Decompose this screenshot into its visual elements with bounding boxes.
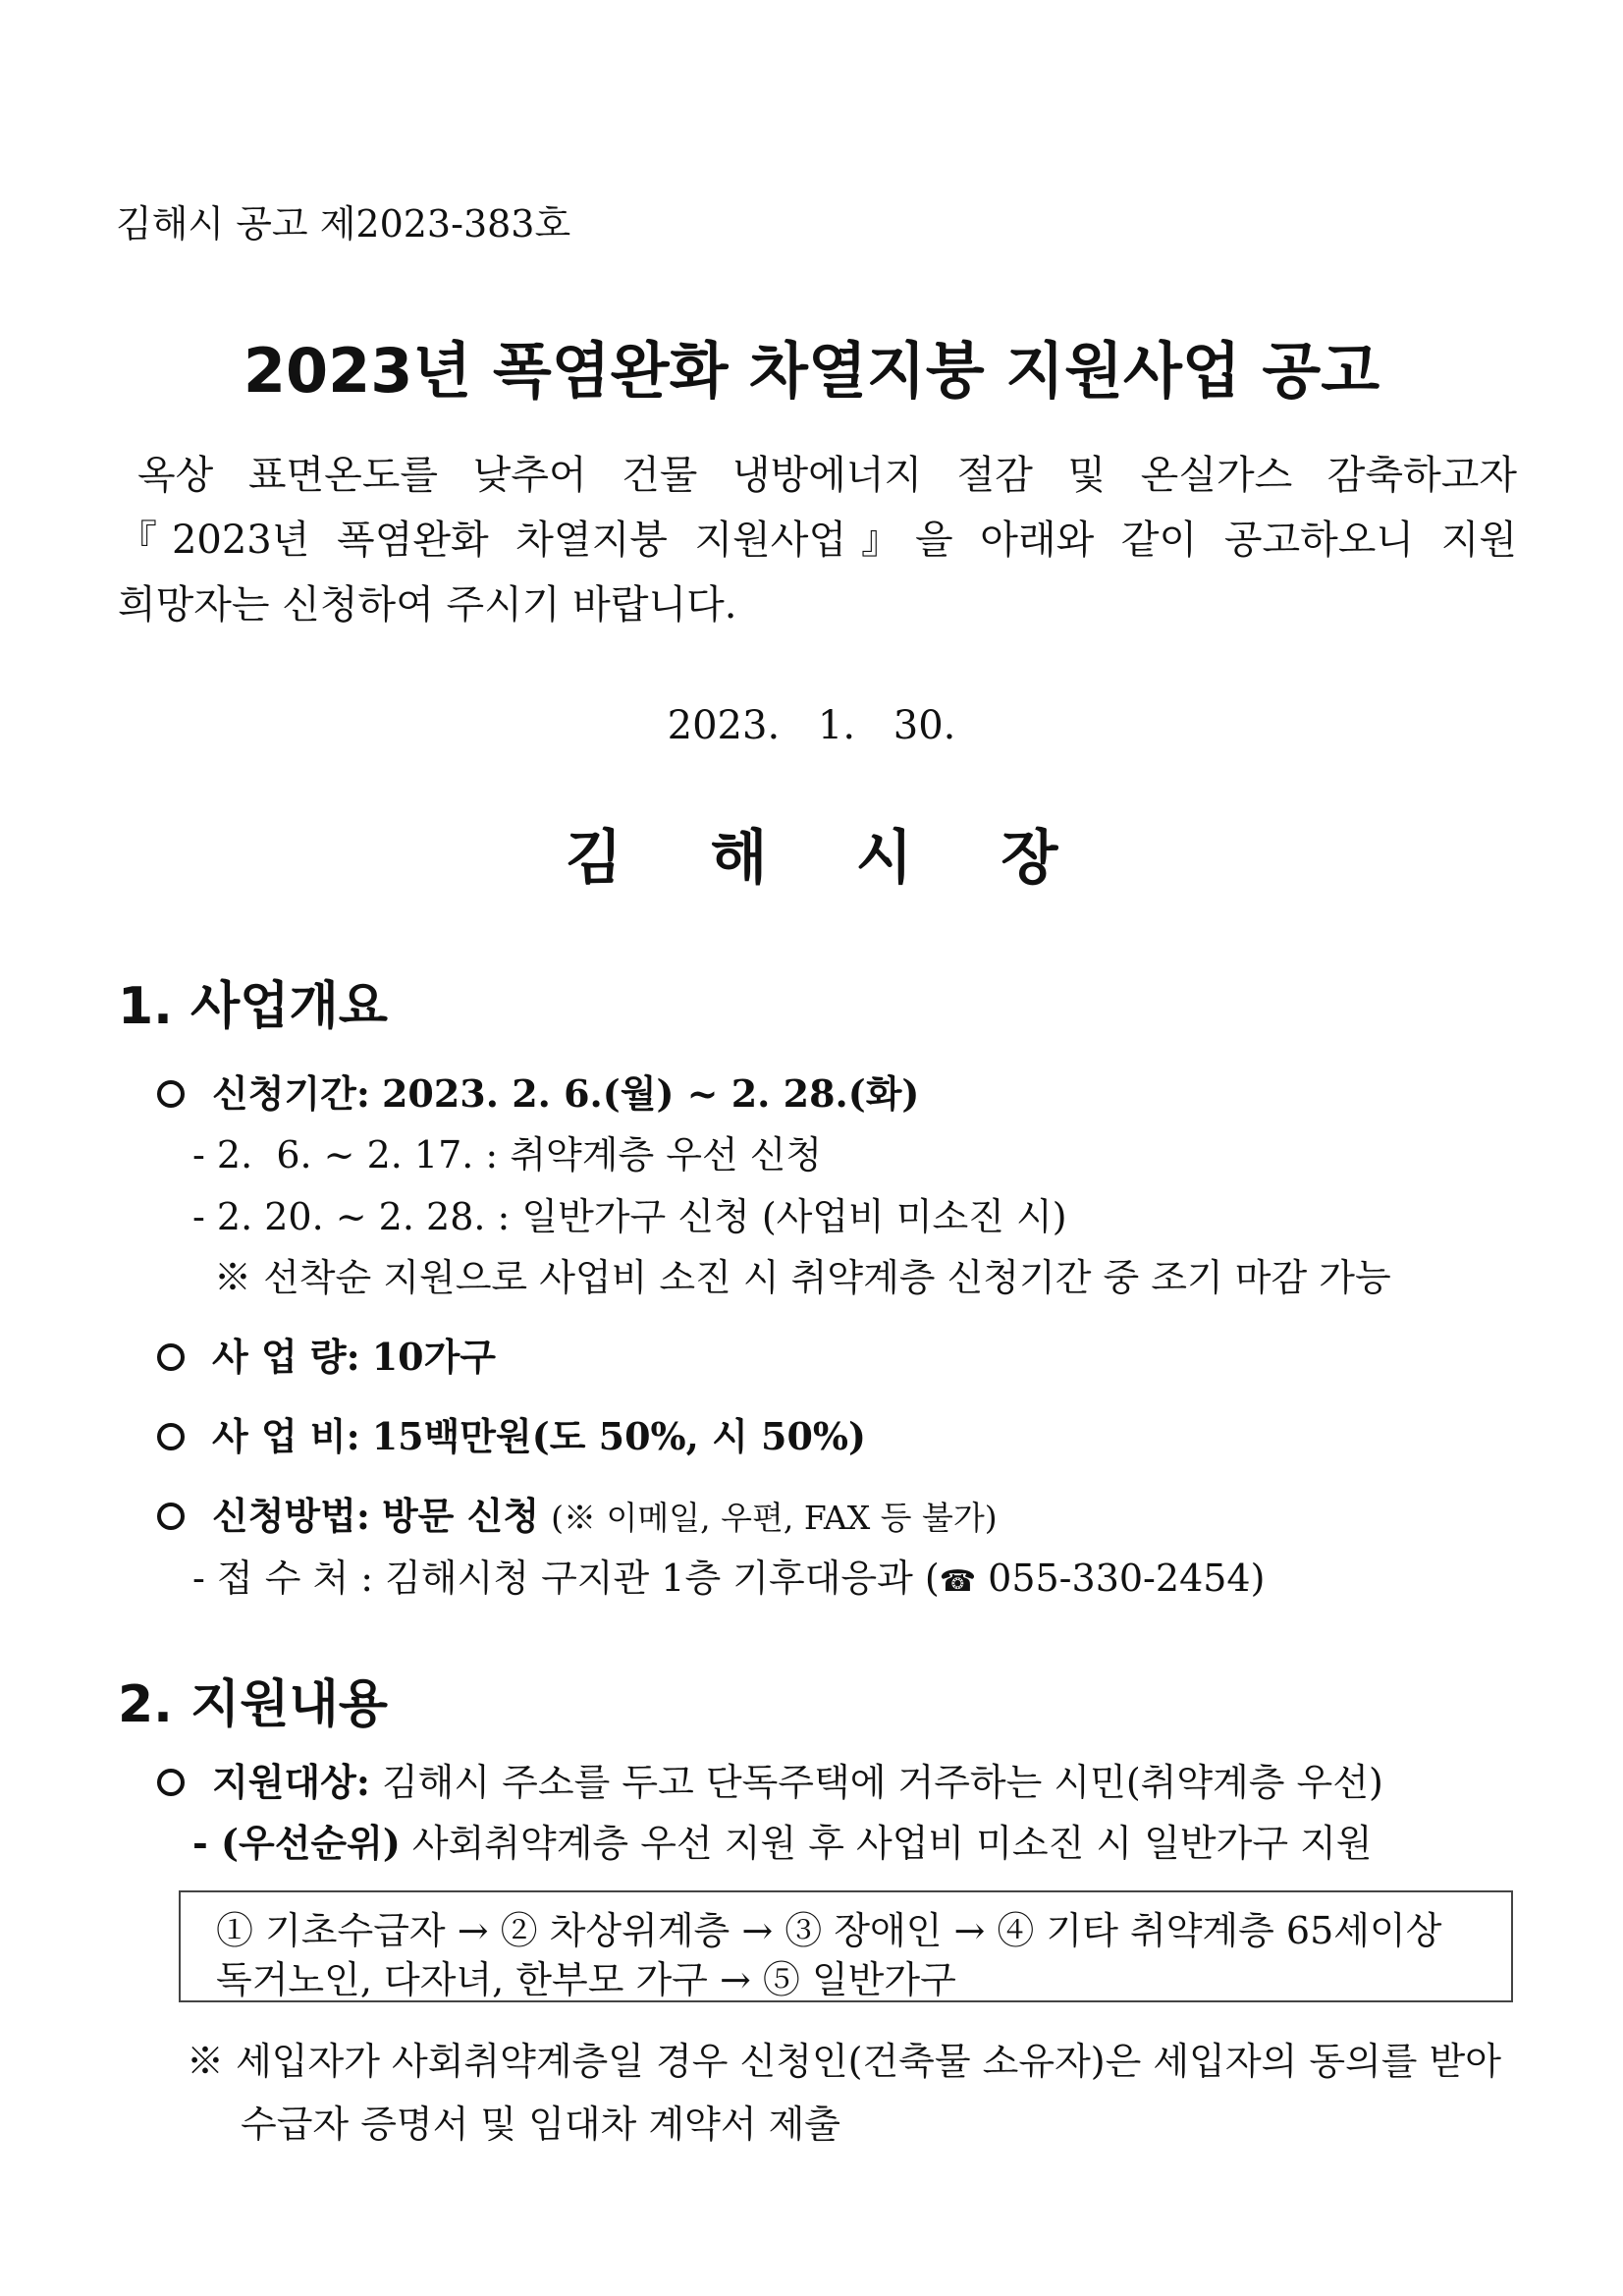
period-note: ※ 선착순 지원으로 사업비 소진 시 취약계층 신청기간 중 조기 마감 가능 [214,1256,1391,1299]
intro-line-1: 옥상 표면온도를 낮추어 건물 냉방에너지 절감 및 온실가스 감축하고자 [137,453,1517,498]
target-item [157,1752,1383,1806]
target-label: 지원대상: [212,1760,370,1804]
priority-box [179,1890,1513,2002]
bullet-circle-icon [157,1080,185,1108]
intro-line-3: 희망자는 신청하여 주시기 바랍니다. [118,582,737,628]
tenant-note-line-2: 수급자 증명서 및 임대차 계약서 제출 [241,2103,841,2146]
quantity-item [157,1327,496,1381]
period-sub-1: - 2. 6. ~ 2. 17. : 취약계층 우선 신청 [192,1133,823,1176]
method-value: 방문 신청 [381,1494,540,1538]
priority-value: 사회취약계층 우선 지원 후 사업비 미소진 시 일반가구 지원 [411,1822,1373,1865]
method-note: (※ 이메일, 우편, FAX 등 불가) [551,1499,998,1537]
phone-number: 055-330-2454) [988,1557,1266,1600]
quantity-value: 10가구 [371,1335,497,1379]
cost-label: 사 업 비: [212,1414,360,1458]
bullet-circle-icon [157,1343,185,1371]
cost-value: 15백만원(도 50%, 시 50%) [371,1414,866,1458]
section-1-heading: 1. 사업개요 [118,977,388,1036]
notice-number: 김해시 공고 제2023-383호 [116,202,571,246]
priority-box-line-1: ① 기초수급자 → ② 차상위계층 → ③ 장애인 → ④ 기타 취약계층 65세이상 [216,1909,1442,1952]
bullet-circle-icon [157,1503,185,1530]
priority-line [192,1813,1373,1867]
method-label: 신청방법: [212,1494,370,1538]
tenant-note-line-1: ※ 세입자가 사회취약계층일 경우 신청인(건축물 소유자)은 세입자의 동의를 받아 [187,2040,1501,2083]
period-sub-2: - 2. 20. ~ 2. 28. : 일반가구 신청 (사업비 미소진 시) [192,1195,1067,1238]
intro-line-2: 『2023년 폭염완화 차열지붕 지원사업』을 아래와 같이 공고하오니 지원 [118,518,1517,563]
priority-label: - (우선순위) [192,1821,401,1865]
target-value: 김해시 주소를 두고 단독주택에 거주하는 시민(취약계층 우선) [381,1761,1383,1804]
period-value: 2023. 2. 6.(월) ~ 2. 28.(화) [381,1071,920,1116]
cost-item [157,1406,866,1460]
notice-date: 2023. 1. 30. [667,703,956,748]
period-label: 신청기간: [212,1071,370,1116]
method-item [157,1486,998,1540]
section-2-heading: 2. 지원내용 [118,1675,388,1734]
bullet-circle-icon [157,1423,185,1450]
phone-icon: ☎ [939,1564,977,1599]
bullet-circle-icon [157,1769,185,1796]
priority-box-line-2: 독거노인, 다자녀, 한부모 가구 → ⑤ 일반가구 [216,1958,956,2001]
quantity-label: 사 업 량: [212,1335,360,1379]
page-title: 2023년 폭염완화 차열지붕 지원사업 공고 [243,335,1380,407]
reception-label: - 접 수 처 : 김해시청 구지관 1층 기후대응과 ( [192,1557,940,1600]
reception-line [192,1548,1265,1602]
issuer-name: 김해시장 [565,824,1147,893]
period-item [157,1064,919,1118]
